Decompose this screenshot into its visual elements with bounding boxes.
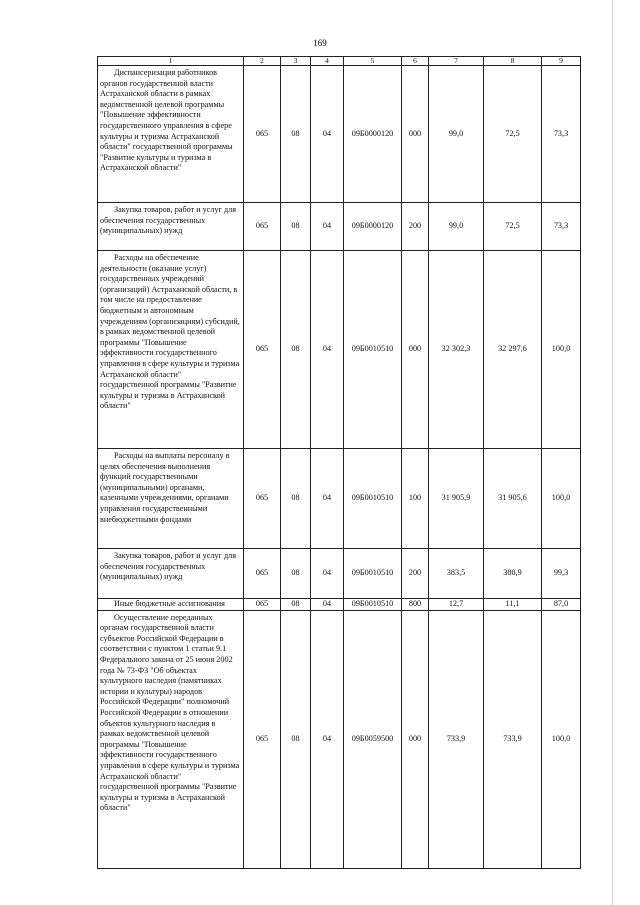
cell-subsection: 04 bbox=[311, 610, 344, 868]
cell-plan: 99,0 bbox=[429, 203, 484, 251]
cell-plan: 99,0 bbox=[429, 66, 484, 203]
cell-actual: 380,9 bbox=[484, 549, 542, 599]
table-row bbox=[98, 599, 581, 611]
cell-actual: 11,1 bbox=[484, 599, 542, 611]
cell-plan: 383,5 bbox=[429, 549, 484, 599]
row-description: Расходы на обеспечение деятельности (оказание услуг) государственных учреждений (организаций) Астраханской области, в том числе на предоставление бюджетным и автономным учреждениям (организациям) субсидий, в рамках ведомственной целевой программы "Повышение эффективности государственного управления в сфере культуры и туризма Астраханской области" государственной программы "Развитие культуры и туризма в Астраханской области" bbox=[98, 251, 244, 449]
header-cell: 2 bbox=[244, 57, 281, 66]
header-cell: 4 bbox=[311, 57, 344, 66]
cell-target-article: 09Б0010510 bbox=[344, 251, 402, 449]
cell-admin-code: 065 bbox=[244, 549, 281, 599]
cell-admin-code: 065 bbox=[244, 610, 281, 868]
cell-admin-code: 065 bbox=[244, 449, 281, 549]
cell-expense-type: 000 bbox=[402, 251, 429, 449]
budget-table bbox=[97, 56, 581, 869]
cell-percent: 73,3 bbox=[542, 66, 581, 203]
page-number: 169 bbox=[313, 38, 327, 48]
cell-expense-type: 000 bbox=[402, 610, 429, 868]
cell-actual: 733,9 bbox=[484, 610, 542, 868]
cell-actual: 31 905,6 bbox=[484, 449, 542, 549]
cell-plan: 733,9 bbox=[429, 610, 484, 868]
cell-expense-type: 200 bbox=[402, 549, 429, 599]
row-description: Закупка товаров, работ и услуг для обеспечения государственных (муниципальных) нужд bbox=[98, 203, 244, 251]
cell-target-article: 09Б0010510 bbox=[344, 449, 402, 549]
cell-target-article: 09Б0000120 bbox=[344, 203, 402, 251]
cell-target-article: 09Б0010510 bbox=[344, 549, 402, 599]
cell-percent: 99,3 bbox=[542, 549, 581, 599]
cell-percent: 100,0 bbox=[542, 251, 581, 449]
cell-expense-type: 200 bbox=[402, 203, 429, 251]
cell-admin-code: 065 bbox=[244, 599, 281, 611]
cell-target-article: 09Б0000120 bbox=[344, 66, 402, 203]
header-cell: 5 bbox=[344, 57, 402, 66]
cell-subsection: 04 bbox=[311, 599, 344, 611]
cell-section: 08 bbox=[281, 599, 311, 611]
cell-percent: 100,0 bbox=[542, 449, 581, 549]
cell-actual: 72,5 bbox=[484, 203, 542, 251]
row-description: Закупка товаров, работ и услуг для обеспечения государственных (муниципальных) нужд bbox=[98, 549, 244, 599]
cell-plan: 12,7 bbox=[429, 599, 484, 611]
cell-section: 08 bbox=[281, 610, 311, 868]
cell-section: 08 bbox=[281, 66, 311, 203]
table-row bbox=[98, 549, 581, 599]
cell-admin-code: 065 bbox=[244, 203, 281, 251]
header-cell: 7 bbox=[429, 57, 484, 66]
cell-section: 08 bbox=[281, 203, 311, 251]
header-cell: 9 bbox=[542, 57, 581, 66]
header-cell: 6 bbox=[402, 57, 429, 66]
cell-subsection: 04 bbox=[311, 66, 344, 203]
row-description: Осуществление переданных органам государственной власти субъектов Российской Федерации в соответствии с пунктом 1 статьи 9.1 Федерального закона от 25 июня 2002 года № 73-ФЗ "Об объектах культурного наследия (памятниках истории и культуры) народов Российской Федерации" полномочий Российской Федерации в отношении объектов культурного наследия в рамках ведомственной целевой программы "Повышение эффективности государственного управления в сфере культуры и туризма Астраханской области" государственной программы "Развитие культуры и туризма в Астраханской области" bbox=[98, 610, 244, 868]
cell-subsection: 04 bbox=[311, 449, 344, 549]
cell-actual: 32 297,6 bbox=[484, 251, 542, 449]
table-row bbox=[98, 251, 581, 449]
cell-target-article: 09Б0010510 bbox=[344, 599, 402, 611]
cell-expense-type: 000 bbox=[402, 66, 429, 203]
cell-percent: 73,3 bbox=[542, 203, 581, 251]
header-cell: 3 bbox=[281, 57, 311, 66]
cell-actual: 72,5 bbox=[484, 66, 542, 203]
cell-section: 08 bbox=[281, 251, 311, 449]
scan-artifact-line bbox=[612, 0, 613, 905]
cell-subsection: 04 bbox=[311, 203, 344, 251]
header-cell: 1 bbox=[98, 57, 244, 66]
cell-subsection: 04 bbox=[311, 251, 344, 449]
table-row bbox=[98, 66, 581, 203]
cell-target-article: 09Б0059500 bbox=[344, 610, 402, 868]
cell-percent: 100,0 bbox=[542, 610, 581, 868]
table-row bbox=[98, 610, 581, 868]
cell-expense-type: 100 bbox=[402, 449, 429, 549]
cell-percent: 87,0 bbox=[542, 599, 581, 611]
cell-subsection: 04 bbox=[311, 549, 344, 599]
cell-plan: 32 302,3 bbox=[429, 251, 484, 449]
cell-section: 08 bbox=[281, 549, 311, 599]
cell-admin-code: 065 bbox=[244, 66, 281, 203]
row-description: Расходы на выплаты персоналу в целях обеспечения выполнения функций государственными (муниципальными) органами, казенными учреждениями, органами управления государственными внебюджетными фондами bbox=[98, 449, 244, 549]
row-description: Диспансеризация работников органов государственной власти Астраханской области в рамках ведомственной целевой программы "Повышение эффективности государственного управления в сфере культуры и туризма Астраханской области" государственной программы "Развитие культуры и туризма в Астраханской области" bbox=[98, 66, 244, 203]
cell-section: 08 bbox=[281, 449, 311, 549]
header-cell: 8 bbox=[484, 57, 542, 66]
cell-admin-code: 065 bbox=[244, 251, 281, 449]
table-row bbox=[98, 203, 581, 251]
row-description: Иные бюджетные ассигнования bbox=[98, 599, 244, 611]
table-header-row bbox=[98, 57, 581, 66]
cell-expense-type: 800 bbox=[402, 599, 429, 611]
cell-plan: 31 905,9 bbox=[429, 449, 484, 549]
table-row bbox=[98, 449, 581, 549]
